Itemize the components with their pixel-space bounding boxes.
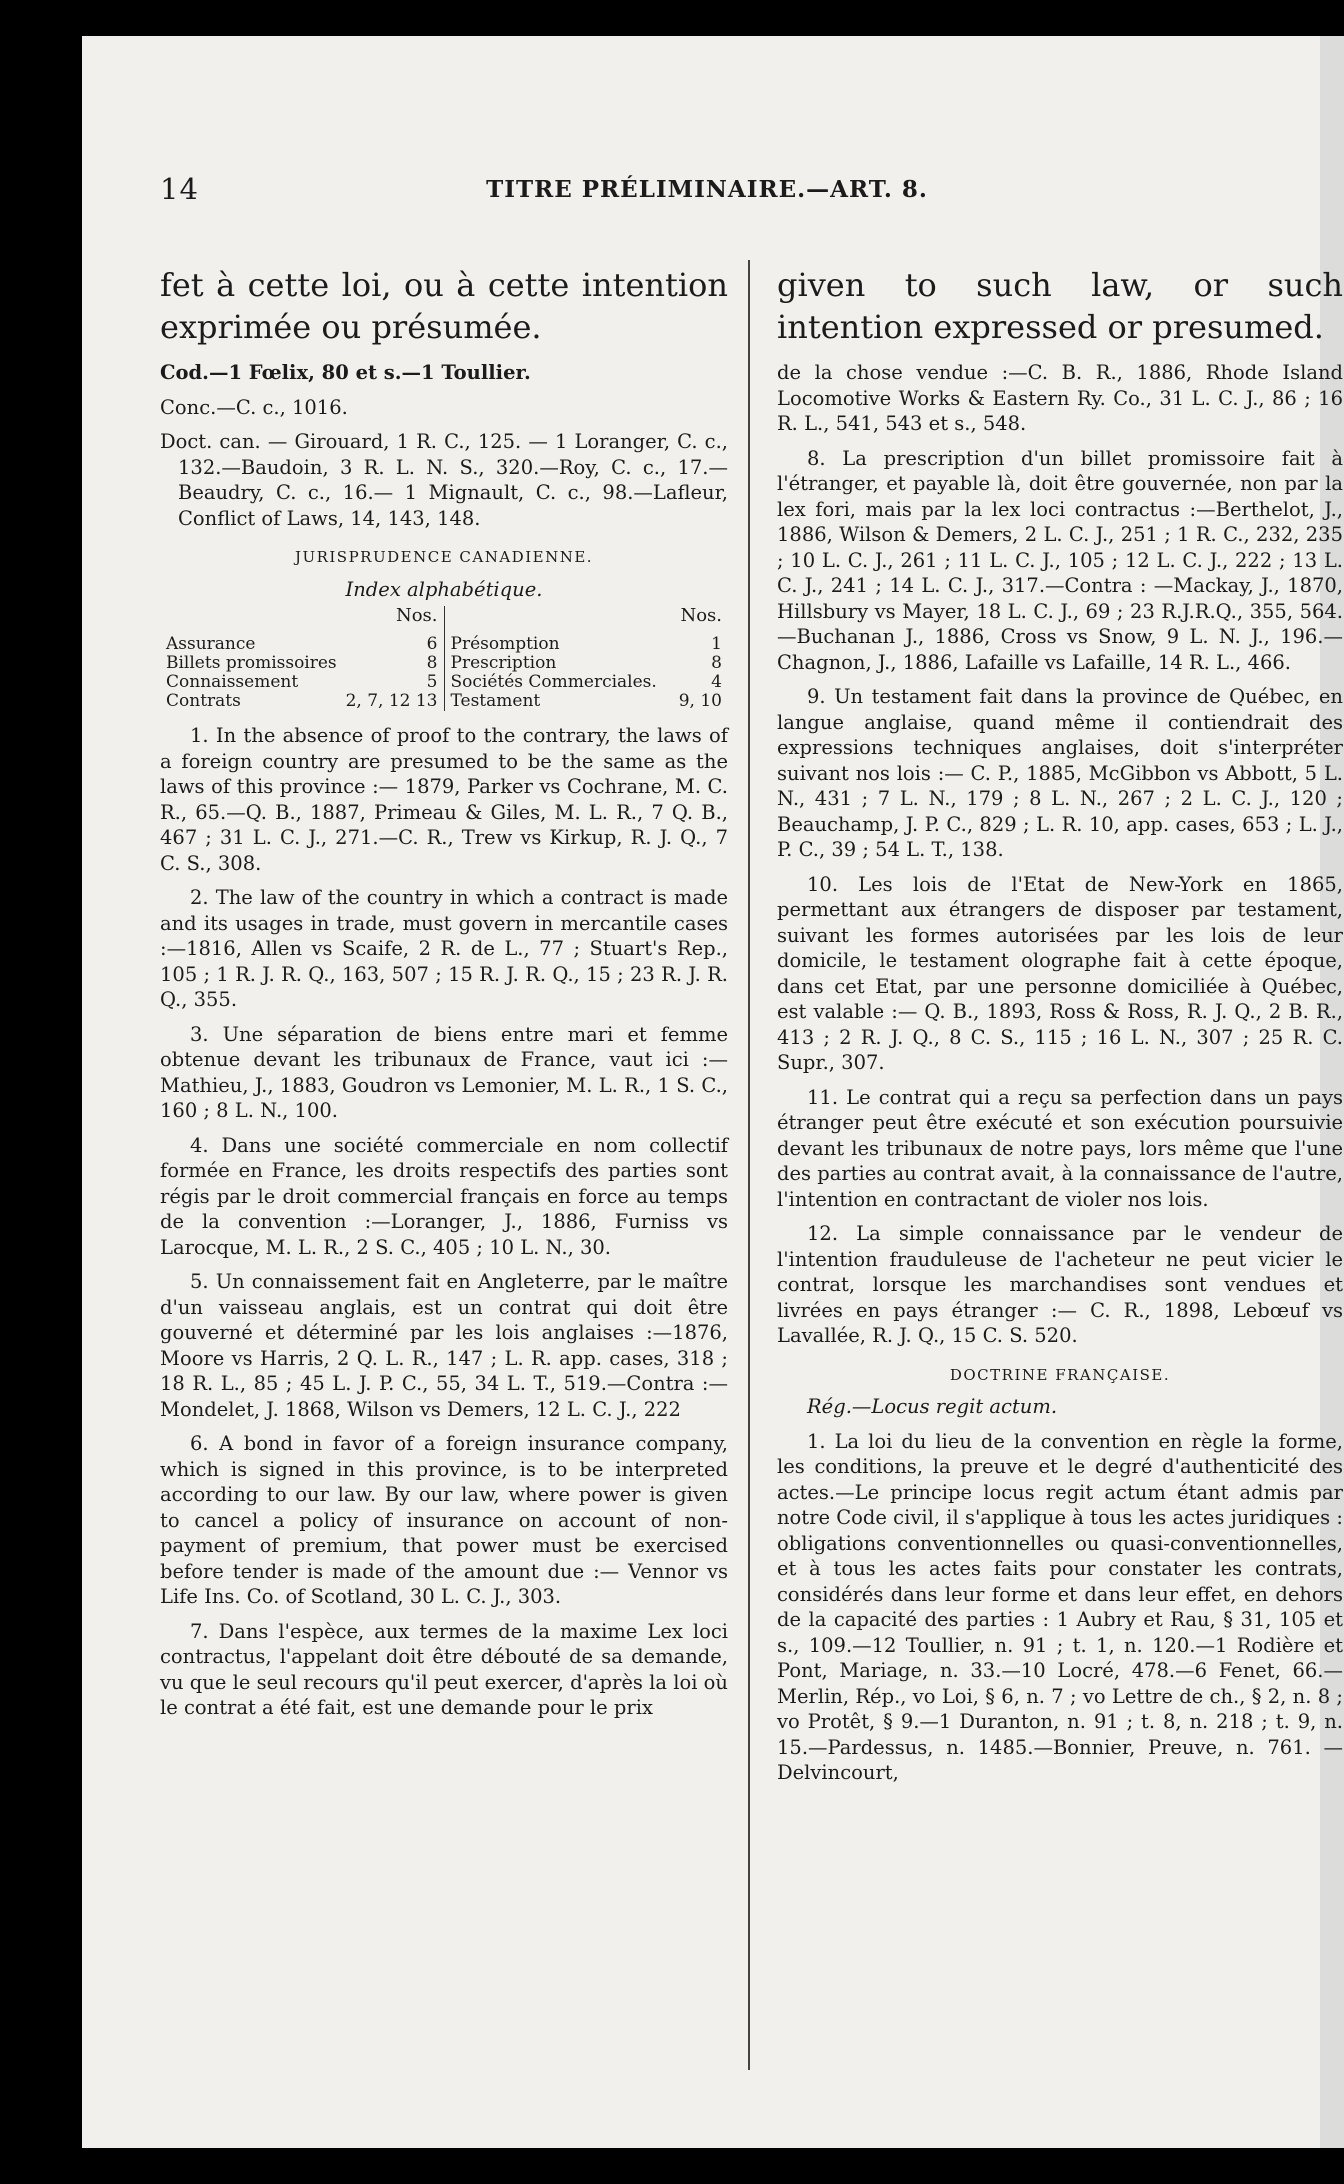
alphabetical-index — [160, 606, 728, 711]
page-number: 14 — [160, 172, 199, 206]
column-divider — [748, 260, 750, 2070]
jurisprudence-paragraph: 12. La simple connaissance par le vendeur de l'intention frauduleuse de l'acheteur ne peut vicier le contrat, lorsque les marchandises sont vendues et livrées en pays étranger :— C. R., 1898, Lebœuf vs Lavallée, R. J. Q., 15 C. S. 520. — [777, 1222, 1343, 1347]
index-entry: Assurance 6 — [166, 634, 438, 654]
jurisprudence-paragraph: 2. The law of the country in which a contract is made and its usages in trade, must govern in mercantile cases :—1816, Allen vs Scaife, 2 R. de L., 77 ; Stuart's Rep., 105 ; 1 R. J. R. Q., 163, 507 ; 15 R. J. R. Q., 15 ; 23 R. J. R. Q., 355. — [160, 886, 728, 1011]
index-entry: Prescription 8 — [450, 653, 722, 673]
right-lead-text: given to such law, or such intention expressed or presumed. — [777, 266, 1343, 346]
left-lead-text: fet à cette loi, ou à cette intention exprimée ou présumée. — [160, 266, 728, 346]
doctrine-heading: DOCTRINE FRANÇAISE. — [949, 1365, 1171, 1384]
right-column — [777, 264, 1343, 1795]
jurisprudence-paragraph: 1. In the absence of proof to the contrary, the laws of a foreign country are presumed to be the same as the laws of this province :— 1879, Parker vs Cochrane, M. C. R., 65.—Q. B., 1887, Primeau & Giles, M. L. R., 7 Q. B., 467 ; 31 L. C. J., 271.—C. R., Trew vs Kirkup, R. J. Q., 7 C. S., 308. — [160, 724, 728, 875]
index-entry: Connaissement 5 — [166, 672, 438, 692]
page-title: TITRE PRÉLIMINAIRE.—ART. 8. — [486, 176, 928, 203]
reg-line: Rég.—Locus regit actum. — [807, 1395, 1058, 1418]
index-right-column — [444, 606, 729, 711]
cod-reference: Cod.—1 Fœlix, 80 et s.—1 Toullier. — [160, 361, 531, 384]
index-left-column — [160, 606, 444, 711]
doct-reference: Doct. can. — Girouard, 1 R. C., 125. — 1 Loranger, C. c., 132.—Baudoin, 3 R. L. N. S., 320.—Roy, C. c., 17.—Beaudry, C. c., 16.— 1 Mignault, C. c., 98.—Lafleur, Conflict of Laws, 14, 143, 148. — [160, 430, 728, 530]
index-entry: Contrats 2, 7, 12 13 — [166, 691, 438, 711]
index-nos-label: Nos. — [395, 605, 438, 626]
jurisprudence-paragraph: 3. Une séparation de biens entre mari et femme obtenue devant les tribunaux de France, vaut ici :—Mathieu, J., 1883, Goudron vs Lemonier, M. L. R., 1 S. C., 160 ; 8 L. N., 100. — [160, 1022, 728, 1122]
left-column — [160, 264, 728, 1730]
jurisprudence-paragraph: 6. A bond in favor of a foreign insurance company, which is signed in this province, is to be interpreted according to our law. By our law, where power is given to cancel a policy of insurance on account of non-payment of premium, that power must be exercised before tender is made of the amount due :— Vennor vs Life Ins. Co. of Scotland, 30 L. C. J., 303. — [160, 1432, 728, 1608]
doctrine-paragraph: 1. La loi du lieu de la convention en règle la forme, les conditions, la preuve et le degré d'authenticité des actes.—Le principe locus regit actum étant admis par notre Code civil, il s'applique à tous les actes juridiques : obligations conventionnelles ou quasi-conventionnelles, et à tous les actes faits pour constater les contrats, considérés dans leur forme et dans leur effet, en dehors de la capacité des parties : 1 Aubry et Rau, § 31, 105 et s., 109.—12 Toullier, n. 91 ; t. 1, n. 120.—1 Rodière et Pont, Mariage, n. 33.—10 Locré, 478.—6 Fenet, 66.— Merlin, Rép., vo Loi, § 6, n. 7 ; vo Lettre de ch., § 2, n. 8 ; vo Protêt, § 9.—1 Duranton, n. 91 ; t. 8, n. 218 ; t. 9, n. 15.—Pardessus, n. 1485.—Bonnier, Preuve, n. 761. —Delvincourt, — [777, 1429, 1343, 1784]
index-entry: Présomption 1 — [450, 634, 722, 654]
jurisprudence-paragraph: 9. Un testament fait dans la province de Québec, en langue anglaise, quand même il contiendrait des expressions techniques anglaises, doit s'interpréter suivant nos lois :— C. P., 1885, McGibbon vs Abbott, 5 L. N., 431 ; 7 L. N., 179 ; 8 L. N., 267 ; 2 L. C. J., 120 ; Beauchamp, J. P. C., 829 ; L. R. 10, app. cases, 653 ; L. J., P. C., 39 ; 54 L. T., 138. — [777, 685, 1343, 861]
index-entry: Sociétés Commerciales. 4 — [450, 672, 722, 692]
jurisprudence-paragraph: 7. Dans l'espèce, aux termes de la maxime Lex loci contractus, l'appelant doit être débouté de sa demande, vu que le seul recours qu'il peut exercer, d'après la loi où le contrat a été fait, est une demande pour le prix — [160, 1619, 728, 1719]
jurisprudence-paragraph: 4. Dans une société commerciale en nom collectif formée en France, les droits respectifs des parties sont régis par le droit commercial français en force au temps de la convention :—Loranger, J., 1886, Furniss vs Larocque, M. L. R., 2 S. C., 405 ; 10 L. N., 30. — [160, 1133, 728, 1259]
jurisprudence-heading: JURISPRUDENCE CANADIENNE. — [294, 548, 594, 566]
running-head — [160, 172, 1254, 212]
conc-reference: Conc.—C. c., 1016. — [160, 395, 348, 419]
index-nos-label: Nos. — [680, 605, 722, 626]
index-entry: Testament 9, 10 — [450, 691, 722, 711]
jurisprudence-paragraph: 5. Un connaissement fait en Angleterre, par le maître d'un vaisseau anglais, est un contrat qui doit être gouverné et déterminé par les lois anglaises :—1876, Moore vs Harris, 2 Q. L. R., 147 ; L. R. app. cases, 318 ; 18 R. L., 85 ; 45 L. J. P. C., 55, 34 L. T., 519.—Contra :—Mondelet, J. 1868, Wilson vs Demers, 12 L. C. J., 222 — [160, 1270, 728, 1421]
continued-paragraph: de la chose vendue :—C. B. R., 1886, Rhode Island Locomotive Works & Eastern Ry. Co., 31 L. C. J., 86 ; 16 R. L., 541, 543 et s., 548. — [777, 361, 1343, 435]
index-entry: Billets promissoires 8 — [166, 653, 438, 673]
jurisprudence-paragraph: 10. Les lois de l'Etat de New-York en 1865, permettant aux étrangers de disposer par testament, suivant les formes autorisées par les lois de leur domicile, le testament olographe fait à cette époque, dans cet Etat, par une personne domiciliée à Québec, est valable :— Q. B., 1893, Ross & Ross, R. J. Q., 2 B. R., 413 ; 2 R. J. Q., 8 C. S., 115 ; 16 L. N., 307 ; 25 R. C. Supr., 307. — [777, 872, 1343, 1074]
jurisprudence-paragraph: 11. Le contrat qui a reçu sa perfection dans un pays étranger peut être exécuté et son exécution poursuivie devant les tribunaux de notre pays, lors même que l'une des parties au contrat avait, à la connaissance de l'autre, l'intention en contractant de violer nos lois. — [777, 1085, 1343, 1211]
index-title: Index alphabétique. — [345, 577, 543, 601]
jurisprudence-paragraph: 8. La prescription d'un billet promissoire fait à l'étranger, et payable là, doit être gouvernée, non par la lex fori, mais par la lex loci contractus :—Berthelot, J., 1886, Wilson & Demers, 2 L. C. J., 251 ; 1 R. C., 232, 235 ; 10 L. C. J., 261 ; 11 L. C. J., 105 ; 12 L. C. J., 222 ; 13 L. C. J., 241 ; 14 L. C. J., 317.—Contra : —Mackay, J., 1870, Hillsbury vs Mayer, 18 L. C. J., 69 ; 23 R.J.R.Q., 355, 564.—Buchanan J., 1886, Cross vs Snow, 9 L. N. J., 196.— Chagnon, J., 1886, Lafaille vs Lafaille, 14 R. L., 466. — [777, 446, 1343, 674]
